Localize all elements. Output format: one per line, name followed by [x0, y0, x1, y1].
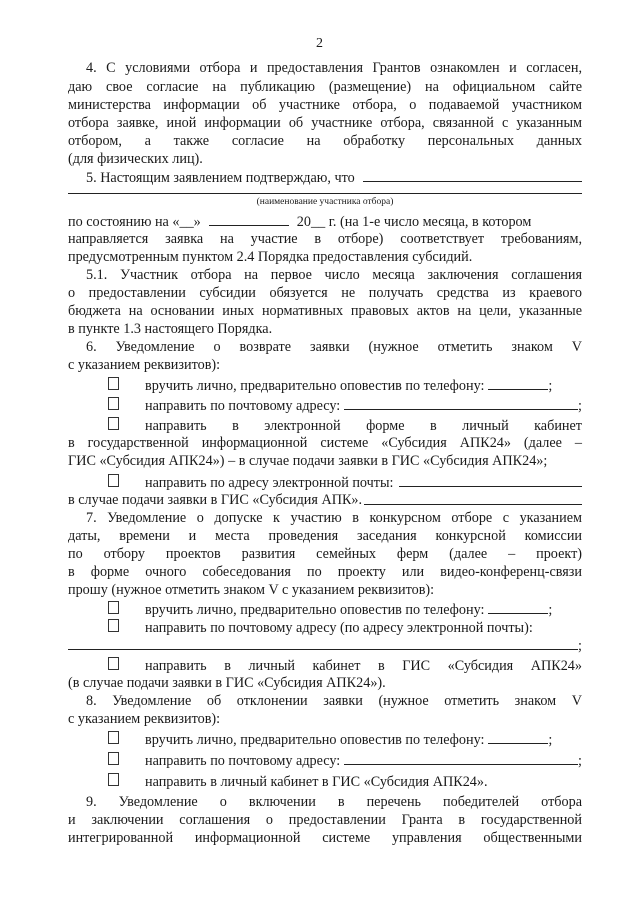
p5-first-line — [86, 169, 582, 186]
p5-month-blank[interactable] — [209, 213, 289, 226]
p6-option-in-person — [108, 377, 582, 394]
semicolon: ; — [578, 638, 582, 654]
p9-line: и заключении соглашения о предоставлении Гранта в государственной — [68, 812, 582, 828]
option-label: направить в личный кабинет в ГИС «Субсидия АПК24». — [145, 774, 488, 790]
p5-line: предусмотренным пунктом 2.4 Порядка предоставления субсидий. — [68, 249, 473, 265]
option-label: вручить лично, предварительно оповестив по телефону: — [145, 602, 485, 618]
option-label: вручить лично, предварительно оповестив по телефону: — [145, 732, 485, 748]
p6-line: 6. Уведомление о возврате заявки (нужное отметить знаком V — [86, 339, 582, 355]
email-blank[interactable] — [399, 474, 582, 487]
p5-date-suffix: 20__ г. (на 1-е число месяца, в котором — [296, 214, 532, 230]
checkbox[interactable] — [108, 619, 119, 632]
option-label: вручить лично, предварительно оповестив по телефону: — [145, 378, 485, 394]
p6-line: ГИС «Субсидия АПК24») – в случае подачи заявки в ГИС «Субсидия АПК24»; — [68, 453, 548, 469]
semicolon: ; — [578, 398, 582, 414]
address-blank[interactable] — [344, 752, 578, 765]
p51-line: 5.1. Участник отбора на первое число месяца заключения соглашения — [86, 267, 582, 283]
p51-line: бюджета на основании иных нормативных правовых актов на цели, указанные — [68, 303, 582, 319]
participant-name-caption: (наименование участника отбора) — [256, 197, 394, 207]
p4-line: отбора заявке, иной информации об участнике отбора, связанной с указанным — [68, 115, 582, 131]
checkbox[interactable] — [108, 474, 119, 487]
address-blank[interactable] — [344, 397, 578, 410]
p51-line: в пункте 1.3 настоящего Порядка. — [68, 321, 273, 337]
page-number: 2 — [316, 36, 323, 51]
p7-line: по отбору проектов развития семейных ферм (далее – проект) — [68, 546, 582, 562]
p5-label: 5. Настоящим заявлением подтверждаю, что — [86, 170, 355, 186]
option-label: направить в электронной форме в личный кабинет — [145, 418, 582, 434]
p4-line: министерства информации об участнике отбора, о подаваемой участником — [68, 97, 582, 113]
p7-line: в форме очного собеседования по проекту или видео-конференц-связи — [68, 564, 582, 580]
p9-line: интегрированной информационной системе управления общественными — [68, 830, 582, 846]
p8-line: 8. Уведомление об отклонении заявки (нужное отметить знаком V — [86, 693, 582, 709]
p7-option-in-person — [108, 601, 582, 618]
p4-line: отбором, а также согласие на обработку персональных данных — [68, 133, 582, 149]
checkbox[interactable] — [108, 657, 119, 670]
p7-line: (в случае подачи заявки в ГИС «Субсидия АПК24»). — [68, 675, 386, 691]
p7-line: 7. Уведомление о допуске к участию в конкурсном отборе с указанием — [86, 510, 582, 526]
p7-option-cabinet — [108, 657, 582, 674]
p51-line: о предоставлении субсидии обязуется не получать средства из краевого — [68, 285, 582, 301]
p5-date-line — [68, 213, 582, 230]
checkbox[interactable] — [108, 417, 119, 430]
phone-blank[interactable] — [488, 731, 548, 744]
option-label: направить по почтовому адресу (по адресу электронной почты): — [145, 620, 533, 636]
p7-option-post — [108, 619, 582, 636]
p4-line: даю свое согласие на публикацию (размещение) на официальном сайте — [68, 79, 582, 95]
p9-line: 9. Уведомление о включении в перечень победителей отбора — [86, 794, 582, 810]
phone-blank[interactable] — [488, 377, 548, 390]
p8-option-in-person — [108, 731, 582, 748]
p5-blank[interactable] — [363, 169, 582, 182]
p4-line: (для физических лиц). — [68, 151, 203, 167]
checkbox[interactable] — [108, 377, 119, 390]
address-blank[interactable] — [68, 637, 578, 650]
p5-line: направляется заявка на участие в отборе) соответствует требованиям, — [68, 231, 582, 247]
p6-option-post — [108, 397, 582, 414]
p6-line: с указанием реквизитов): — [68, 357, 221, 373]
semicolon: ; — [578, 753, 582, 769]
checkbox[interactable] — [108, 731, 119, 744]
option-label: направить в личный кабинет в ГИС «Субсидия АПК24» — [145, 658, 582, 674]
p8-line: с указанием реквизитов): — [68, 711, 221, 727]
checkbox[interactable] — [108, 397, 119, 410]
p7-line: даты, времени и места проведения заседания конкурсной комиссии — [68, 528, 582, 544]
p8-option-post — [108, 752, 582, 769]
p6-line: в случае подачи заявки в ГИС «Субсидия АПК». — [68, 492, 363, 508]
option-label: направить по адресу электронной почты: — [145, 475, 394, 491]
checkbox[interactable] — [108, 601, 119, 614]
option-label: направить по почтовому адресу: — [145, 398, 341, 414]
p7-line: прошу (нужное отметить знаком V с указанием реквизитов): — [68, 582, 435, 598]
p5-date-prefix: по состоянию на «__» — [68, 214, 201, 230]
p6-option-email — [108, 474, 582, 491]
p6-option-electronic — [108, 417, 582, 434]
p7-address-line — [68, 637, 582, 654]
semicolon: ; — [548, 602, 553, 618]
checkbox[interactable] — [108, 773, 119, 786]
phone-blank[interactable] — [488, 601, 548, 614]
semicolon: ; — [548, 378, 553, 394]
p4-line: 4. С условиями отбора и предоставления Грантов ознакомлен и согласен, — [86, 60, 582, 76]
p8-option-cabinet — [108, 773, 582, 790]
p6-line: в государственной информационной системе «Субсидия АПК24» (далее – — [68, 435, 582, 451]
checkbox[interactable] — [108, 752, 119, 765]
semicolon: ; — [548, 732, 553, 748]
option-label: направить по почтовому адресу: — [145, 753, 341, 769]
participant-name-line[interactable] — [68, 193, 582, 194]
